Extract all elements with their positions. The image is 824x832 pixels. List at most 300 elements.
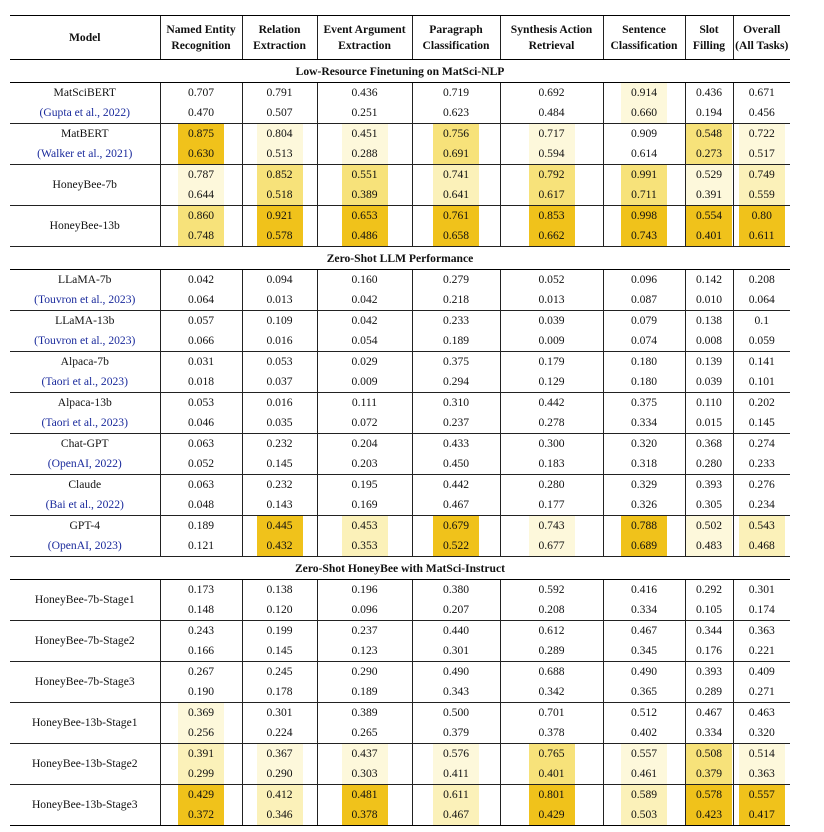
score-value: 0.363 xyxy=(748,624,775,637)
score-value: 0.788 xyxy=(621,516,667,536)
model-cell xyxy=(10,434,160,475)
score-value: 0.467 xyxy=(433,805,479,825)
score-value: 0.508 xyxy=(686,744,732,764)
score-value: 0.245 xyxy=(266,665,293,678)
score-value: 0.453 xyxy=(342,516,388,536)
score-pair xyxy=(734,580,791,620)
score-value: 0.310 xyxy=(442,396,470,409)
score-pair xyxy=(604,124,685,164)
model-name: HoneyBee-7b-Stage1 xyxy=(34,593,135,606)
score-value: 0.389 xyxy=(342,185,388,205)
score-value: 0.502 xyxy=(686,516,732,536)
model-cell xyxy=(10,206,160,247)
score-value: 0.432 xyxy=(257,536,303,556)
score-value: 0.237 xyxy=(351,624,378,637)
table-row xyxy=(10,516,790,557)
score-cell xyxy=(733,311,790,352)
score-pair xyxy=(413,703,500,743)
score-value: 0.013 xyxy=(538,293,565,306)
score-value: 0.218 xyxy=(442,293,470,306)
score-cell xyxy=(242,311,317,352)
score-pair xyxy=(604,270,685,310)
score-value: 0.416 xyxy=(630,583,658,596)
score-pair xyxy=(318,475,412,515)
score-cell xyxy=(412,744,500,785)
score-pair xyxy=(318,270,412,310)
score-pair xyxy=(161,785,242,825)
score-cell xyxy=(603,662,685,703)
score-value: 0.486 xyxy=(342,226,388,246)
score-pair xyxy=(243,516,317,556)
score-cell xyxy=(500,124,603,165)
score-value: 0.290 xyxy=(257,764,303,784)
score-pair xyxy=(686,393,733,433)
score-cell xyxy=(412,124,500,165)
score-pair xyxy=(604,744,685,784)
score-cell xyxy=(685,124,733,165)
score-cell xyxy=(160,206,242,247)
score-cell xyxy=(500,703,603,744)
score-pair xyxy=(318,393,412,433)
score-value: 0.096 xyxy=(351,603,378,616)
score-pair xyxy=(318,621,412,661)
score-pair xyxy=(318,124,412,164)
score-cell xyxy=(733,124,790,165)
score-cell xyxy=(412,434,500,475)
score-value: 0.717 xyxy=(529,124,575,144)
score-value: 0.173 xyxy=(187,583,215,596)
score-value: 0.677 xyxy=(529,536,575,556)
score-value: 0.467 xyxy=(442,498,470,511)
score-cell xyxy=(500,744,603,785)
score-cell xyxy=(685,744,733,785)
score-pair xyxy=(243,165,317,205)
score-value: 0.787 xyxy=(178,165,224,185)
score-cell xyxy=(412,785,500,826)
score-value: 0.991 xyxy=(621,165,667,185)
score-cell xyxy=(733,475,790,516)
column-header xyxy=(317,16,412,60)
table-row xyxy=(10,393,790,434)
score-pair xyxy=(501,621,603,661)
score-value: 0.320 xyxy=(748,726,775,739)
column-header-line: Filling xyxy=(692,38,726,52)
score-cell xyxy=(500,662,603,703)
model-cell xyxy=(10,621,160,662)
score-pair xyxy=(501,434,603,474)
score-value: 0.303 xyxy=(342,764,388,784)
score-value: 0.1 xyxy=(754,314,769,327)
score-value: 0.276 xyxy=(748,478,775,491)
score-pair xyxy=(243,703,317,743)
score-value: 0.208 xyxy=(748,273,775,286)
score-value: 0.557 xyxy=(739,785,785,805)
score-value: 0.141 xyxy=(748,355,775,368)
score-pair xyxy=(413,124,500,164)
score-value: 0.008 xyxy=(695,334,723,347)
score-value: 0.379 xyxy=(686,764,732,784)
score-cell xyxy=(242,621,317,662)
score-cell xyxy=(500,393,603,434)
score-value: 0.066 xyxy=(187,334,215,347)
score-pair xyxy=(734,165,791,205)
score-cell xyxy=(685,516,733,557)
score-pair xyxy=(734,662,791,702)
table-row xyxy=(10,165,790,206)
column-header-line: Slot xyxy=(699,22,719,36)
score-pair xyxy=(686,83,733,123)
score-cell xyxy=(733,393,790,434)
score-cell xyxy=(603,83,685,124)
score-pair xyxy=(501,662,603,702)
score-cell xyxy=(733,165,790,206)
score-pair xyxy=(243,352,317,392)
score-value: 0.853 xyxy=(529,206,575,226)
score-cell xyxy=(317,311,412,352)
score-cell xyxy=(603,434,685,475)
score-value: 0.289 xyxy=(538,644,565,657)
score-value: 0.029 xyxy=(351,355,378,368)
score-value: 0.679 xyxy=(433,516,479,536)
score-value: 0.429 xyxy=(178,785,224,805)
model-citation: (OpenAI, 2023) xyxy=(47,539,122,552)
score-value: 0.233 xyxy=(748,457,775,470)
score-value: 0.292 xyxy=(695,583,723,596)
score-value: 0.792 xyxy=(529,165,575,185)
score-cell xyxy=(412,580,500,621)
score-pair xyxy=(413,393,500,433)
score-value: 0.470 xyxy=(187,106,215,119)
score-cell xyxy=(685,703,733,744)
score-value: 0.391 xyxy=(686,185,732,205)
score-cell xyxy=(160,270,242,311)
score-pair xyxy=(243,124,317,164)
score-cell xyxy=(317,662,412,703)
score-value: 0.513 xyxy=(257,144,303,164)
model-citation: (Bai et al., 2022) xyxy=(45,498,124,511)
score-cell xyxy=(685,785,733,826)
score-cell xyxy=(412,165,500,206)
score-value: 0.010 xyxy=(695,293,723,306)
score-value: 0.353 xyxy=(342,536,388,556)
score-value: 0.500 xyxy=(442,706,470,719)
score-pair xyxy=(413,662,500,702)
score-value: 0.265 xyxy=(351,726,378,739)
score-value: 0.042 xyxy=(351,314,378,327)
score-cell xyxy=(317,270,412,311)
score-pair xyxy=(604,206,685,246)
score-value: 0.057 xyxy=(187,314,215,327)
header-row xyxy=(10,16,790,60)
score-value: 0.318 xyxy=(630,457,658,470)
score-value: 0.921 xyxy=(257,206,303,226)
score-value: 0.401 xyxy=(686,226,732,246)
score-pair xyxy=(686,703,733,743)
column-header xyxy=(412,16,500,60)
score-value: 0.658 xyxy=(433,226,479,246)
score-value: 0.345 xyxy=(630,644,658,657)
score-value: 0.280 xyxy=(538,478,565,491)
score-pair xyxy=(161,475,242,515)
score-pair xyxy=(604,311,685,351)
score-pair xyxy=(413,744,500,784)
score-value: 0.559 xyxy=(739,185,785,205)
score-cell xyxy=(685,83,733,124)
score-pair xyxy=(604,475,685,515)
score-cell xyxy=(412,621,500,662)
score-value: 0.048 xyxy=(187,498,215,511)
score-value: 0.518 xyxy=(257,185,303,205)
score-value: 0.701 xyxy=(538,706,565,719)
model-cell xyxy=(10,475,160,516)
score-pair xyxy=(161,516,242,556)
table-row xyxy=(10,744,790,785)
score-pair xyxy=(604,516,685,556)
score-cell xyxy=(500,270,603,311)
score-pair xyxy=(318,165,412,205)
score-pair xyxy=(501,393,603,433)
score-cell xyxy=(317,580,412,621)
section-title: Zero-Shot LLM Performance xyxy=(10,247,790,270)
score-pair xyxy=(501,580,603,620)
score-value: 0.178 xyxy=(266,685,293,698)
score-pair xyxy=(318,662,412,702)
score-value: 0.273 xyxy=(686,144,732,164)
table-row xyxy=(10,83,790,124)
score-cell xyxy=(160,311,242,352)
score-pair xyxy=(686,352,733,392)
score-value: 0.145 xyxy=(266,457,293,470)
score-pair xyxy=(318,434,412,474)
score-value: 0.278 xyxy=(538,416,565,429)
section-header-row xyxy=(10,247,790,270)
table-row xyxy=(10,785,790,826)
score-value: 0.380 xyxy=(442,583,470,596)
model-cell xyxy=(10,393,160,434)
score-value: 0.148 xyxy=(187,603,215,616)
score-value: 0.378 xyxy=(538,726,565,739)
score-cell xyxy=(412,270,500,311)
score-pair xyxy=(413,475,500,515)
column-header xyxy=(685,16,733,60)
model-name: LLaMA-7b xyxy=(58,273,112,286)
score-cell xyxy=(242,124,317,165)
score-value: 0.160 xyxy=(351,273,378,286)
score-value: 0.072 xyxy=(351,416,378,429)
score-cell xyxy=(412,393,500,434)
score-value: 0.053 xyxy=(266,355,293,368)
score-cell xyxy=(242,580,317,621)
score-cell xyxy=(500,83,603,124)
column-header-line: Model xyxy=(68,30,101,44)
model-cell xyxy=(10,352,160,393)
score-pair xyxy=(318,703,412,743)
score-pair xyxy=(686,434,733,474)
score-cell xyxy=(685,662,733,703)
score-value: 0.998 xyxy=(621,206,667,226)
score-value: 0.169 xyxy=(351,498,378,511)
score-cell xyxy=(317,744,412,785)
score-value: 0.80 xyxy=(739,206,785,226)
score-cell xyxy=(603,580,685,621)
score-pair xyxy=(318,580,412,620)
model-name: LLaMA-13b xyxy=(55,314,115,327)
score-pair xyxy=(604,393,685,433)
column-header-model xyxy=(10,16,160,60)
score-cell xyxy=(603,270,685,311)
score-value: 0.064 xyxy=(187,293,215,306)
score-value: 0.042 xyxy=(351,293,378,306)
score-cell xyxy=(242,744,317,785)
score-value: 0.507 xyxy=(266,106,293,119)
score-pair xyxy=(686,785,733,825)
score-value: 0.490 xyxy=(630,665,658,678)
score-cell xyxy=(412,475,500,516)
score-cell xyxy=(733,785,790,826)
score-value: 0.543 xyxy=(739,516,785,536)
score-cell xyxy=(317,124,412,165)
column-header-line: Paragraph xyxy=(429,22,483,36)
score-value: 0.053 xyxy=(187,396,215,409)
score-cell xyxy=(160,516,242,557)
score-value: 0.875 xyxy=(178,124,224,144)
score-pair xyxy=(161,703,242,743)
score-value: 0.180 xyxy=(630,355,658,368)
score-value: 0.196 xyxy=(351,583,378,596)
section-title: Low-Resource Finetuning on MatSci-NLP xyxy=(10,60,790,83)
table-row xyxy=(10,662,790,703)
score-value: 0.429 xyxy=(529,805,575,825)
score-value: 0.393 xyxy=(695,478,723,491)
score-cell xyxy=(685,352,733,393)
model-name: HoneyBee-7b xyxy=(52,178,117,191)
column-header-line: Classification xyxy=(610,38,678,52)
model-cell xyxy=(10,516,160,557)
score-value: 0.804 xyxy=(257,124,303,144)
model-cell xyxy=(10,785,160,826)
score-value: 0.594 xyxy=(529,144,575,164)
score-value: 0.121 xyxy=(187,539,215,552)
model-cell xyxy=(10,703,160,744)
score-value: 0.237 xyxy=(442,416,470,429)
score-value: 0.623 xyxy=(442,106,470,119)
score-pair xyxy=(413,270,500,310)
score-pair xyxy=(318,785,412,825)
score-cell xyxy=(317,83,412,124)
score-value: 0.016 xyxy=(266,396,293,409)
score-value: 0.517 xyxy=(739,144,785,164)
score-cell xyxy=(685,270,733,311)
score-cell xyxy=(500,621,603,662)
column-header-line: Extraction xyxy=(338,38,391,52)
score-value: 0.009 xyxy=(351,375,378,388)
score-value: 0.578 xyxy=(257,226,303,246)
score-pair xyxy=(161,580,242,620)
score-cell xyxy=(242,662,317,703)
score-pair xyxy=(501,124,603,164)
score-value: 0.101 xyxy=(748,375,775,388)
score-cell xyxy=(242,352,317,393)
score-cell xyxy=(317,434,412,475)
score-value: 0.756 xyxy=(433,124,479,144)
score-pair xyxy=(161,662,242,702)
score-value: 0.139 xyxy=(695,355,723,368)
score-value: 0.301 xyxy=(748,583,775,596)
score-value: 0.280 xyxy=(695,457,723,470)
score-cell xyxy=(603,311,685,352)
score-value: 0.256 xyxy=(178,723,224,743)
score-value: 0.189 xyxy=(442,334,470,347)
score-value: 0.689 xyxy=(621,536,667,556)
score-cell xyxy=(160,621,242,662)
table-row xyxy=(10,580,790,621)
score-value: 0.074 xyxy=(630,334,658,347)
score-value: 0.483 xyxy=(686,536,732,556)
column-header-line: Extraction xyxy=(253,38,306,52)
score-value: 0.177 xyxy=(538,498,565,511)
score-value: 0.688 xyxy=(538,665,565,678)
score-value: 0.063 xyxy=(187,478,215,491)
score-cell xyxy=(733,352,790,393)
score-value: 0.232 xyxy=(266,437,293,450)
score-value: 0.379 xyxy=(442,726,470,739)
score-value: 0.761 xyxy=(433,206,479,226)
score-value: 0.195 xyxy=(351,478,378,491)
score-value: 0.389 xyxy=(351,706,378,719)
score-pair xyxy=(501,311,603,351)
score-value: 0.039 xyxy=(695,375,723,388)
score-pair xyxy=(686,516,733,556)
score-cell xyxy=(317,703,412,744)
score-value: 0.221 xyxy=(748,644,775,657)
score-cell xyxy=(242,785,317,826)
score-cell xyxy=(603,516,685,557)
score-value: 0.375 xyxy=(442,355,470,368)
score-value: 0.653 xyxy=(342,206,388,226)
score-cell xyxy=(500,206,603,247)
score-pair xyxy=(413,580,500,620)
score-pair xyxy=(413,516,500,556)
score-pair xyxy=(734,83,791,123)
column-header-line: Retrieval xyxy=(528,38,575,52)
score-pair xyxy=(413,621,500,661)
score-pair xyxy=(501,703,603,743)
score-pair xyxy=(734,744,791,784)
score-pair xyxy=(161,434,242,474)
column-header xyxy=(733,16,790,60)
score-value: 0.801 xyxy=(529,785,575,805)
score-value: 0.467 xyxy=(630,624,658,637)
score-cell xyxy=(317,621,412,662)
score-cell xyxy=(160,744,242,785)
score-pair xyxy=(161,165,242,205)
score-value: 0.064 xyxy=(748,293,775,306)
score-value: 0.289 xyxy=(695,685,723,698)
score-value: 0.412 xyxy=(257,785,303,805)
score-value: 0.463 xyxy=(748,706,775,719)
score-value: 0.120 xyxy=(266,603,293,616)
score-value: 0.442 xyxy=(538,396,565,409)
score-pair xyxy=(734,434,791,474)
column-header xyxy=(242,16,317,60)
score-value: 0.052 xyxy=(187,457,215,470)
column-header-line: Named Entity xyxy=(166,22,236,36)
score-value: 0.052 xyxy=(538,273,565,286)
score-value: 0.641 xyxy=(433,185,479,205)
table-row xyxy=(10,124,790,165)
score-value: 0.368 xyxy=(695,437,723,450)
score-value: 0.611 xyxy=(433,785,479,805)
